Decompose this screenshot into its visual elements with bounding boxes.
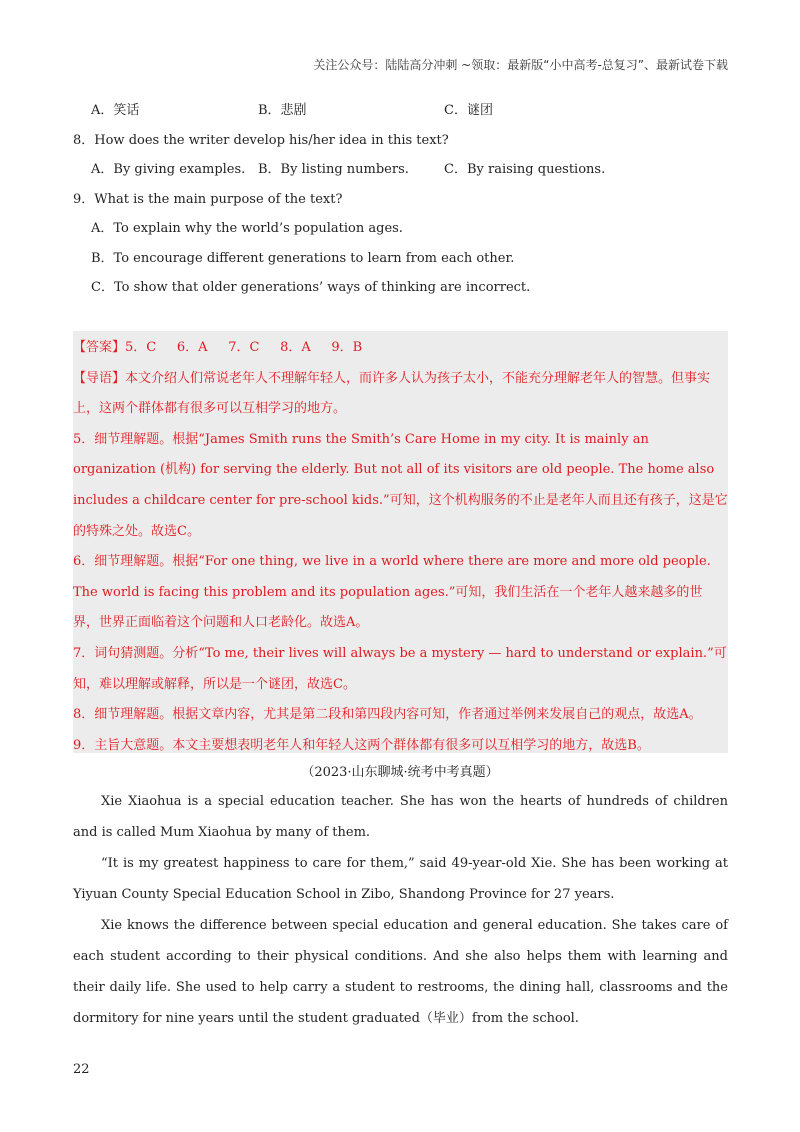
q8-stem: 8．How does the writer develop his/her idea in this text? <box>73 132 449 148</box>
page-number: 22 <box>73 1062 90 1077</box>
questions-section <box>73 96 729 303</box>
q7-option-c: C．谜团 <box>444 103 493 118</box>
q7-option-b: B．悲剧 <box>258 103 307 118</box>
passage-paragraph-1: Xie Xiaohua is a special education teacher. She has won the hearts of hundreds of children and is called Mum Xiaohua by many of them. <box>73 794 728 840</box>
explanation-9: 9．主旨大意题。本文主要想表明老年人和年轻人这两个群体都有很多可以互相学习的地方，故选B。 <box>73 737 650 753</box>
q9-stem: 9．What is the main purpose of the text? <box>73 191 343 207</box>
explanation-7: 7．词句猜测题。分析“To me, their lives will always be a mystery — hard to understand or explain.”可知，难以理解或解释，所以是一个谜团，故选C。 <box>73 645 727 692</box>
answer-section <box>73 333 728 761</box>
q8-option-c: C．By raising questions. <box>444 162 606 177</box>
q8-options <box>73 155 729 185</box>
q9-option-a: A．To explain why the world’s population ages. <box>91 221 403 236</box>
answer-guide: 【导语】本文介绍人们常说老年人不理解年轻人，而许多人认为孩子太小，不能充分理解老年人的智慧。但事实上，这两个群体都有很多可以互相学习的地方。 <box>73 370 711 417</box>
explanation-6: 6．细节理解题。根据“For one thing, we live in a world where there are more and more old people. The world is facing this problem and its population ages.”可知，我们生活在一个老年人越来越多的世界，世界正面临着这个问题和人口老龄化。故选A。 <box>73 554 711 631</box>
q8-option-b: B．By listing numbers. <box>258 162 409 177</box>
q9-option-b: B．To encourage different generations to learn from each other. <box>91 250 515 266</box>
page-header: 关注公众号：陆陆高分冲刺 ~领取：最新版“小中高考-总复习”、最新试卷下载 <box>313 58 728 72</box>
explanation-8: 8．细节理解题。根据文章内容，尤其是第二段和第四段内容可知，作者通过举例来发展自己的观点，故选A。 <box>73 707 702 723</box>
passage-paragraph-3: Xie knows the difference between special education and general education. She takes care of each student according to their physical conditions. And she also helps them with learning and their daily life. She used to help carry a student to restrooms, the dining hall, classrooms and the dormitory for nine years until the student graduated（毕业）from the school. <box>73 918 728 1026</box>
answer-key: 【答案】5．C 6．A 7．C 8．A 9．B <box>73 340 363 355</box>
q7-options <box>73 96 729 126</box>
q9-option-c: C．To show that older generations’ ways of thinking are incorrect. <box>91 280 531 295</box>
source-citation: （2023·山东聊城·统考中考真题） <box>301 765 499 780</box>
explanation-5: 5．细节理解题。根据“James Smith runs the Smith’s Care Home in my city. It is mainly an organization (机构) for serving the elderly. But not all of its visitors are old people. The home also includes a childcare center for pre-school kids.”可知，这个机构服务的不止是老年人而且还有孩子，这是它的特殊之处。故选C。 <box>73 431 728 539</box>
q7-option-a: A．笑话 <box>91 103 140 118</box>
q8-option-a: A．By giving examples. <box>91 162 246 177</box>
reading-passage <box>73 786 728 1034</box>
passage-paragraph-2: “It is my greatest happiness to care for them,” said 49-year-old Xie. She has been working at Yiyuan County Special Education School in Zibo, Shandong Province for 27 years. <box>73 856 728 902</box>
